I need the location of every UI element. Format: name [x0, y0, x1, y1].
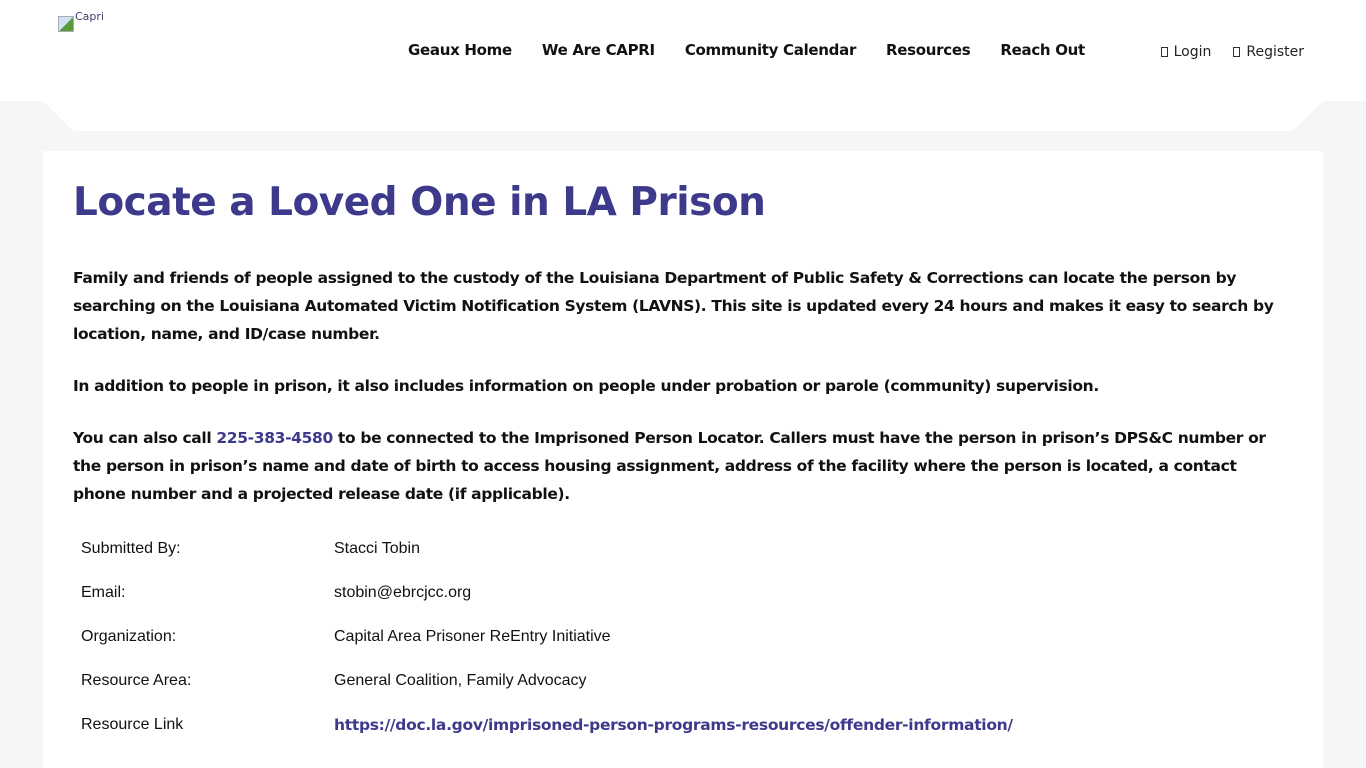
resource-link[interactable]: https://doc.la.gov/imprisoned-person-programs-resources/offender-information/: [334, 716, 1013, 734]
site-header: [0, 0, 1366, 101]
main-nav: [408, 41, 1085, 59]
resource-link-label: Resource Link: [81, 716, 184, 733]
submitted-by-label: Submitted By:: [81, 540, 181, 557]
register-icon: [1233, 47, 1240, 57]
broken-image-icon: [58, 16, 74, 32]
call-text-before: You can also call: [73, 429, 217, 447]
nav-community-calendar[interactable]: Community Calendar: [684, 41, 857, 59]
detail-row-submitted-by: [81, 540, 1013, 584]
nav-resources[interactable]: Resources: [886, 41, 971, 59]
supervision-paragraph: In addition to people in prison, it also includes information on people under probation or parole (community) supervision.: [73, 377, 1099, 395]
submitted-by-value: Stacci Tobin: [334, 540, 420, 557]
page-title: Locate a Loved One in LA Prison: [73, 180, 766, 225]
detail-row-organization: [81, 628, 1013, 672]
nav-we-are-capri[interactable]: We Are CAPRI: [541, 41, 655, 59]
nav-reach-out[interactable]: Reach Out: [1000, 41, 1085, 59]
detail-row-email: [81, 584, 1013, 628]
resource-area-label: Resource Area:: [81, 672, 192, 689]
detail-row-resource-link: [81, 716, 1013, 760]
call-paragraph: [73, 424, 1293, 508]
email-label: Email:: [81, 584, 126, 601]
login-link[interactable]: [1161, 44, 1212, 60]
register-link[interactable]: [1233, 44, 1304, 60]
call-text-after: to be connected to the Imprisoned Person Locator. Callers must have the person in prison’s DPS&C number or the person in prison’s name and date of birth to access housing assignment, address of the facility where the person is located, a contact phone number and a projected release date (if applicable).: [73, 429, 1266, 503]
phone-link[interactable]: 225-383-4580: [216, 429, 333, 447]
login-label: Login: [1173, 44, 1212, 60]
detail-row-resource-area: [81, 672, 1013, 716]
site-logo[interactable]: [58, 10, 104, 32]
nav-geaux-home[interactable]: Geaux Home: [408, 41, 512, 59]
resource-details: [81, 540, 1013, 760]
register-label: Register: [1246, 44, 1304, 60]
organization-value: Capital Area Prisoner ReEntry Initiative: [334, 628, 611, 645]
logo-alt-text: Capri: [75, 10, 104, 23]
header-shelf: [43, 101, 1323, 131]
user-icon: [1161, 47, 1168, 57]
email-value: stobin@ebrcjcc.org: [334, 584, 472, 601]
resource-area-value: General Coalition, Family Advocacy: [334, 672, 587, 689]
auth-links: [1161, 44, 1304, 60]
intro-paragraph: Family and friends of people assigned to the custody of the Louisiana Department of Public Safety & Corrections can locate the person by searching on the Louisiana Automated Victim Notification System (LAVNS). This site is updated every 24 hours and makes it easy to search by location, name, and ID/case number.: [73, 269, 1274, 343]
organization-label: Organization:: [81, 628, 177, 645]
